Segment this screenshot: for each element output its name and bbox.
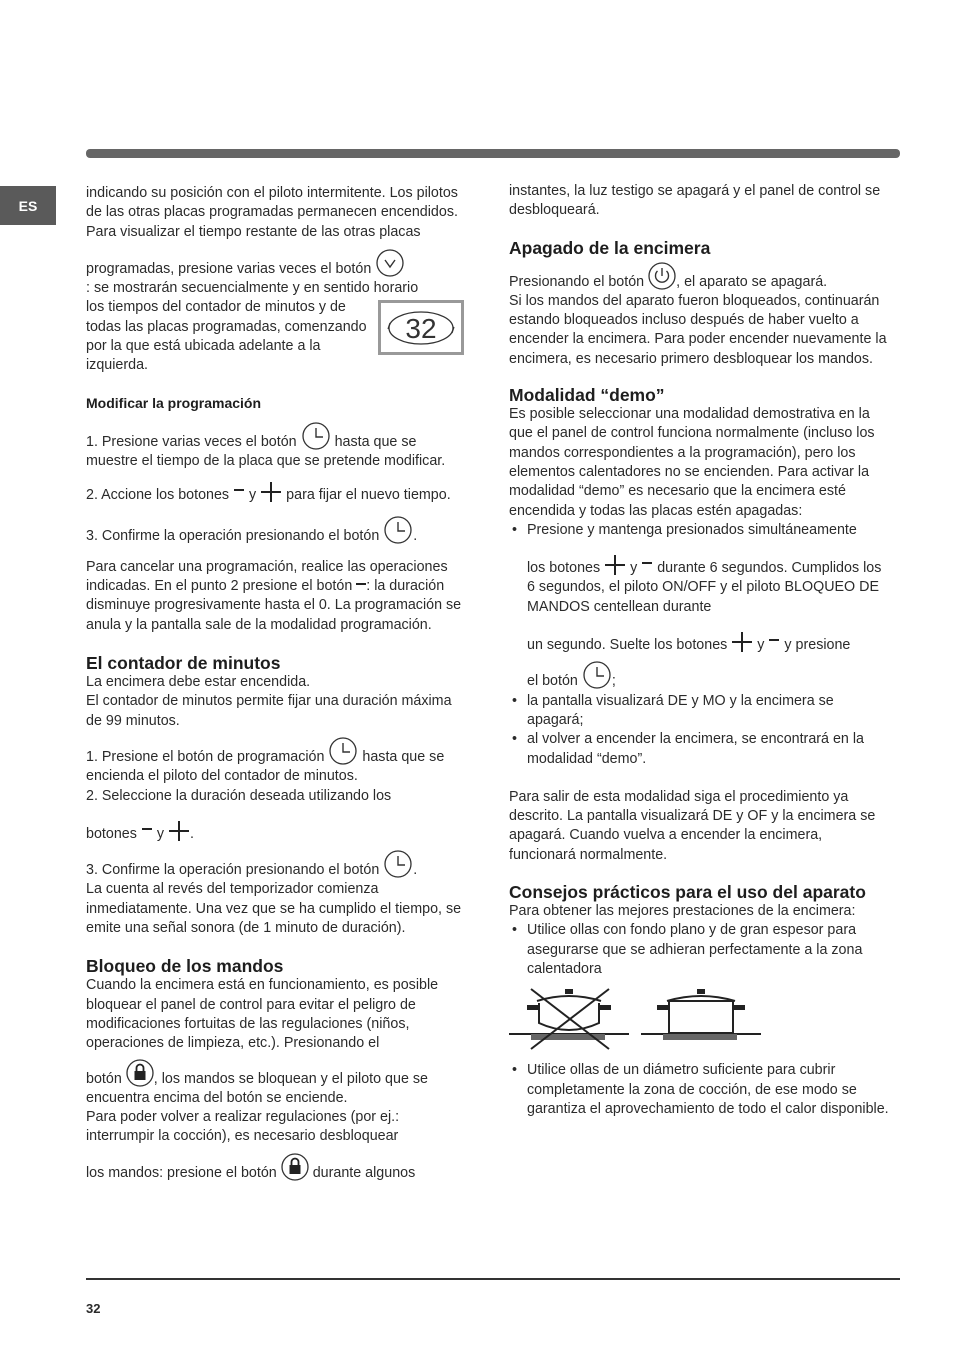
paragraph: Para obtener las mejores prestaciones de la encimera: [509,903,856,920]
paragraph: 3. Confirme la operación presionando el botón . [86,516,466,546]
paragraph: indicando su posición con el piloto intermitente. Los pilotos de las otras placas programadas permanecen encendidos. [86,185,458,221]
list-item: • Presione y mantenga presionados simultáneamente los botones y durante 6 segundos. Cumplidos los 6 segundos, el piloto ON/OFF y el piloto BLOQUEO DE MANDOS centellean durante un segundo. Suelte los botones y y presione el botón ; [509,521,889,692]
paragraph: El contador de minutos permite fijar una duración máxima de 99 minutos. [86,693,452,729]
consejos-list [509,921,889,979]
left-column [86,184,466,1183]
heading-apagado: Apagado de la encimera [509,237,711,258]
minus-icon [233,485,245,503]
paragraph: 3. Confirme la operación presionando el botón . [86,850,466,880]
paragraph: Es posible seleccionar una modalidad demostrativa en la que el panel de control funciona normalmente (incluso los mandos correspondientes a la programación), pero los elementos calentadores no se encienden. Para activar la modalidad “demo” es necesario que la encimera esté encendida y todas las placas estén apagadas: [509,406,875,519]
paragraph: Para visualizar el tiempo restante de las otras placas [86,223,421,240]
right-column [509,182,889,1119]
heading-modificar: Modificar la programación [86,394,262,411]
paragraph: 1. Presione varias veces el botón hasta que se muestre el tiempo de la placa que se pretende modificar. [86,422,466,472]
minus-icon [768,635,780,653]
heading-consejos: Consejos prácticos para el uso del aparato [509,882,866,903]
paragraph: : se mostrarán secuencialmente y en sentido horario [86,280,419,297]
paragraph: instantes, la luz testigo se apagará y el panel de control se desbloqueará. [509,183,881,219]
wrong-pot-icon [509,989,629,1049]
clock-icon [328,737,358,765]
minus-icon [356,580,366,594]
header-bar [86,149,900,158]
paragraph: Si los mandos del aparato fueron bloqueados, continuarán estando bloqueados incluso después de haber vuelto a encender la encimera. Para poder encender nuevamente la encimera, es necesario primero desbloquear los mandos. [509,292,887,367]
paragraph: botones y . [86,820,466,844]
list-item: • Utilice ollas con fondo plano y de gran espesor para asegurarse que se adhieran perfectamente a la zona calentadora [509,921,889,979]
paragraph: los tiempos del contador de minutos y de todas las placas programadas, comenzando por la que está ubicada adelante a la izquierda. [86,299,367,374]
clock-icon [301,422,331,450]
clock-icon [383,516,413,544]
display-value: 32 [405,312,437,344]
list-item: • Utilice ollas de un diámetro suficiente para cubrir completamente la zona de cocción, de ese modo se garantiza el aprovechamiento de todo el calor disponible. [509,1061,889,1119]
paragraph: Para poder volver a realizar regulaciones (por ej.: interrumpir la cocción), es necesario desbloquear [86,1109,400,1145]
pots-illustration [509,987,889,1051]
footer-rule [86,1278,900,1280]
chevron-down-icon [375,249,405,277]
paragraph: Para cancelar una programación, realice las operaciones indicadas. En el punto 2 presione el botón : la duración disminuye progresivamente hasta el 0. La programación se anula y la pantalla sale de la modalidad programación. [86,558,462,633]
heading-bloqueo: Bloqueo de los mandos [86,956,284,977]
plus-icon [604,554,626,576]
lock-icon [281,1153,309,1181]
demo-list [509,521,889,769]
display-image [378,300,464,355]
lock-icon [126,1059,154,1087]
power-icon [648,262,676,290]
correct-pot-icon [641,989,761,1040]
plus-icon [168,820,190,842]
paragraph: Para salir de esta modalidad siga el procedimiento ya descrito. La pantalla visualizará DE y OF y la encimera se apagará. Cuando vuelva a encender la encimera, funcionará normalmente. [509,788,876,863]
heading-demo: Modalidad “demo” [509,385,665,406]
paragraph: La cuenta al revés del temporizador comienza inmediatamente. Una vez que se ha cumplido el tiempo, se emite una señal sonora (de 1 minuto de duración). [86,881,462,937]
page-number: 32 [86,1301,101,1316]
paragraph: Cuando la encimera está en funcionamiento, es posible bloquear el panel de control para evitar el peligro de modificaciones fortuitas de las regulaciones (niños, operaciones de limpieza, etc.). Presionando el [86,977,439,1052]
clock-icon [582,661,612,689]
plus-icon [260,481,282,503]
plus-icon [731,631,753,653]
paragraph: los mandos: presione el botón durante algunos [86,1153,466,1183]
minus-icon [641,558,653,576]
consejos-list-2 [509,1061,889,1119]
heading-contador: El contador de minutos [86,653,281,674]
list-item: • al volver a encender la encimera, se encontrará en la modalidad “demo”. [509,730,889,769]
paragraph: botón , los mandos se bloquean y el piloto que se encuentra encima del botón se enciende. [86,1059,466,1109]
minus-icon [141,824,153,842]
paragraph: 2. Seleccione la duración deseada utilizando los [86,787,392,804]
clock-icon [383,850,413,878]
paragraph: 1. Presione el botón de programación hasta que se encienda el piloto del contador de minutos. [86,737,466,787]
paragraph: La encimera debe estar encendida. [86,674,311,691]
list-item: • la pantalla visualizará DE y MO y la encimera se apagará; [509,692,889,731]
paragraph: Presionando el botón , el aparato se apagará. [509,262,889,292]
paragraph: 2. Accione los botones y para fijar el nuevo tiempo. [86,481,466,505]
paragraph: programadas, presione varias veces el botón [86,249,466,279]
language-tab: ES [0,186,56,225]
